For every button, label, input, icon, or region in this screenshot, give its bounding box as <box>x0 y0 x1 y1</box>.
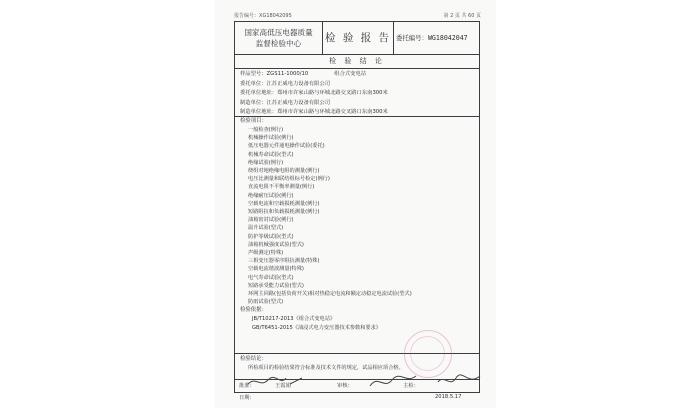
sample-info <box>240 70 476 118</box>
client-address-label: 委托单位地址： <box>240 90 278 97</box>
handwritten-signature <box>246 372 306 392</box>
maker-row <box>240 99 476 109</box>
org-line-2: 监督检验中心 <box>255 39 302 48</box>
list-item: 环网主回路(包括负荷开关)相对热稳定电流和额定动稳定电流试验(型式) <box>248 291 412 298</box>
sample-name: 组合式变电站 <box>334 71 367 77</box>
client-row <box>240 80 476 90</box>
sample-label: 样品型号： <box>240 71 267 77</box>
maker-label: 制造单位： <box>240 99 267 106</box>
date-label: 日期： <box>239 395 255 401</box>
list-item: 空载电流谐波测量(特殊) <box>248 266 304 273</box>
page-header <box>234 12 481 20</box>
section-title: 检 验 结 论 <box>235 54 479 69</box>
sample-row <box>240 70 476 80</box>
doc-title: 检 验 报 告 <box>323 22 394 54</box>
org-line-1: 国家高低压电器质量 <box>244 28 313 37</box>
list-item: 空载电流和空载损耗测量(例行) <box>248 200 320 207</box>
sample-model: ZGS11-1000/10 <box>266 71 309 77</box>
standard-item: GB/T6451-2015《油浸式电力变压器技术参数和要求》 <box>252 324 381 331</box>
list-item: 温升试验(型式) <box>248 225 284 232</box>
items-heading: 检验项目： <box>240 118 267 124</box>
list-item: 防护等级试验(型式) <box>248 233 294 240</box>
list-item: 声级测定(特殊) <box>248 250 284 257</box>
org-name <box>235 22 323 54</box>
list-item: 一般检查(例行) <box>248 127 284 133</box>
checker-name: 王霞娟 <box>275 383 291 389</box>
client-value: 江苏正威电力设备有限公司 <box>266 80 331 87</box>
handwritten-signature <box>366 372 426 392</box>
list-item: 防雨试验(型式) <box>248 299 284 306</box>
list-item: 绝缘试验(例行) <box>248 159 284 166</box>
commission-number <box>393 22 479 54</box>
commission-value: WG18042047 <box>427 34 468 42</box>
approve-label: 批准： <box>239 383 255 389</box>
list-item: 电压比测量和联结组标号检定(例行) <box>248 176 330 183</box>
page-info: 第 2 页 共 60 页 <box>443 13 481 19</box>
conclusion-heading: 检验结论： <box>240 356 267 362</box>
sign-date: 2018.5.17 <box>435 394 462 400</box>
list-item: 机械操作试验(例行) <box>248 135 294 142</box>
report-number-value: XG18042095 <box>259 13 292 19</box>
checker-label: 审核： <box>337 383 353 389</box>
list-item: 短路承受能力试验(型式) <box>248 282 304 289</box>
list-item: 绕组对地绝缘电阻的测量(例行) <box>248 168 320 175</box>
list-item: 直流电阻不平衡率测量(例行) <box>248 184 315 191</box>
list-item: 短路阻抗和负载损耗测量(例行) <box>248 209 320 216</box>
list-item: 电气寿命试验(型式) <box>248 274 294 281</box>
list-item: 三相变压器零序阻抗测量(特殊) <box>248 258 320 265</box>
conclusion-text: 所检项目的检验结果符合标准及技术文件的规定，试品相应项合格。 <box>248 364 404 371</box>
list-item: 油箱机械强度试验(型式) <box>248 241 304 248</box>
list-item: 绝缘耐压试验(例行) <box>248 192 294 199</box>
inspection-seal <box>404 330 452 378</box>
report-number <box>234 12 292 19</box>
title-block <box>235 22 479 55</box>
maker-sign-label: 主检： <box>403 383 419 389</box>
test-items <box>240 117 476 332</box>
maker-address-value: 郑州市许家山路与环城北路交叉路口东南300米 <box>277 109 388 116</box>
report-page <box>216 0 495 408</box>
client-address-row <box>240 89 476 99</box>
list-item: 油箱密封试验(例行) <box>248 217 294 224</box>
maker-value: 江苏正威电力设备有限公司 <box>266 99 331 106</box>
standard-item: JB/T10217-2013《组合式变电站》 <box>252 316 336 323</box>
maker-address-label: 制造单位地址： <box>240 109 278 116</box>
list-item: 低压电器元件通电操作试验(委托) <box>248 143 325 150</box>
report-number-label: 报告编号： <box>234 13 260 19</box>
client-label: 委托单位： <box>240 80 267 87</box>
standards-heading: 检验依据： <box>240 307 267 314</box>
client-address-value: 郑州市许家山路与环城北路交叉路口东南300米 <box>277 90 388 97</box>
list-item: 机械寿命试验(型式) <box>248 151 294 158</box>
commission-label: 委托编号： <box>396 34 428 42</box>
handwritten-signature <box>436 372 486 392</box>
